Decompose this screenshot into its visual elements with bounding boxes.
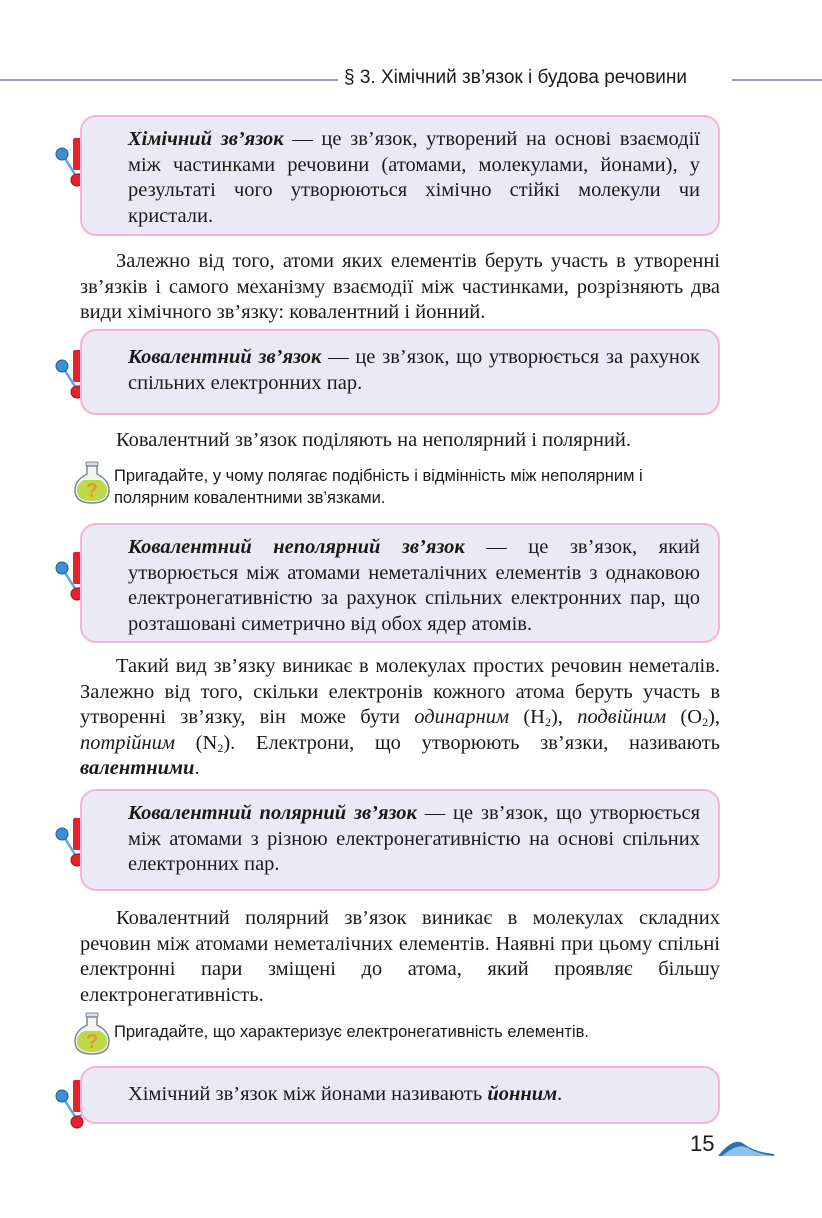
definition-text: Ковалентний неполярний зв’язок — це зв’язок, який утворюється між атомами неметалічних елементів з однаковою електронегативністю за рахунок спільних електронних пар, що розташовані симетрично від обох ядер атомів. [128,536,700,635]
definition-box-chemical-bond [80,115,720,236]
question-flask-icon [72,1011,112,1057]
definition-text: Хімічний зв’язок між йонами називають йонним. [128,1083,563,1105]
definition-box-covalent-nonpolar [80,523,720,643]
definition-term: Ковалентний зв’язок [128,346,322,368]
paragraph: Ковалентний зв’язок поділяють на неполярний і полярний. [116,429,632,451]
definition-box-ionic [80,1066,720,1124]
paragraph: Залежно від того, атоми яких елементів беруть участь в утворенні зв’язків і самого механізму взаємодії між частинками, розрізняють два види хімічного зв’язку: ковалентний і йонний. [80,250,720,323]
definition-text: Ковалентний зв’язок — це зв’язок, що утворюється за рахунок спільних електронних пар. [128,346,701,394]
definition-box-covalent-polar [80,789,720,891]
term-triple: потрійним [80,731,176,754]
header-rule-right [732,79,822,81]
definition-term: йонним [487,1083,558,1105]
paragraph: Ковалентний полярний зв’язок виникає в молекулах складних речовин між атомами неметалічних елементів. Наявні при цьому спільні електронні пари зміщені до атома, який проявляє більшу електронегативність. [80,907,720,1006]
definition-term: Хімічний зв’язок [128,128,284,150]
section-title: § 3. Хімічний зв’язок і будова речовини [344,67,688,88]
question-flask-icon [72,460,112,506]
page-number: 15 [690,1131,715,1156]
page-wave-icon [716,1134,776,1158]
definition-term: Ковалентний полярний зв’язок [128,802,417,824]
term-double: подвійним [577,706,667,728]
definition-text: Хімічний зв’язок — це зв’язок, утворений на основі взаємодії між частинками речовини (атомами, молекулами, йонами), у результаті чого утворюються хімічно стійкі молекули чи кристали. [128,128,701,227]
definition-term: Ковалентний неполярний зв’язок [128,536,465,558]
term-single: одинарним [414,706,510,728]
term-valence: валентними [80,757,195,779]
definition-text: Ковалентний полярний зв’язок — це зв’язок, що утворюється між атомами з різною електронегативністю на основі спільних електронних пар. [128,802,700,875]
header-rule-left [0,79,338,81]
definition-box-covalent-bond [80,329,720,415]
question-prompt: Пригадайте, у чому полягає подібність і відмінність між неполярним і полярним ковалентними зв’язками. [114,467,643,507]
paragraph: Такий вид зв’язку виникає в молекулах простих речовин неметалів. Залежно від того, скільки електронів кожного атома беруть участь в утворенні зв’язку, він може бути одинарним $(H_2)$, подвійним $(O_2)$, потрійним $(N_2)$. Електрони, що утворюють зв’язки, називають валентними. [80,655,721,779]
question-prompt: Пригадайте, що характеризує електронегативність елементів. [114,1023,589,1041]
